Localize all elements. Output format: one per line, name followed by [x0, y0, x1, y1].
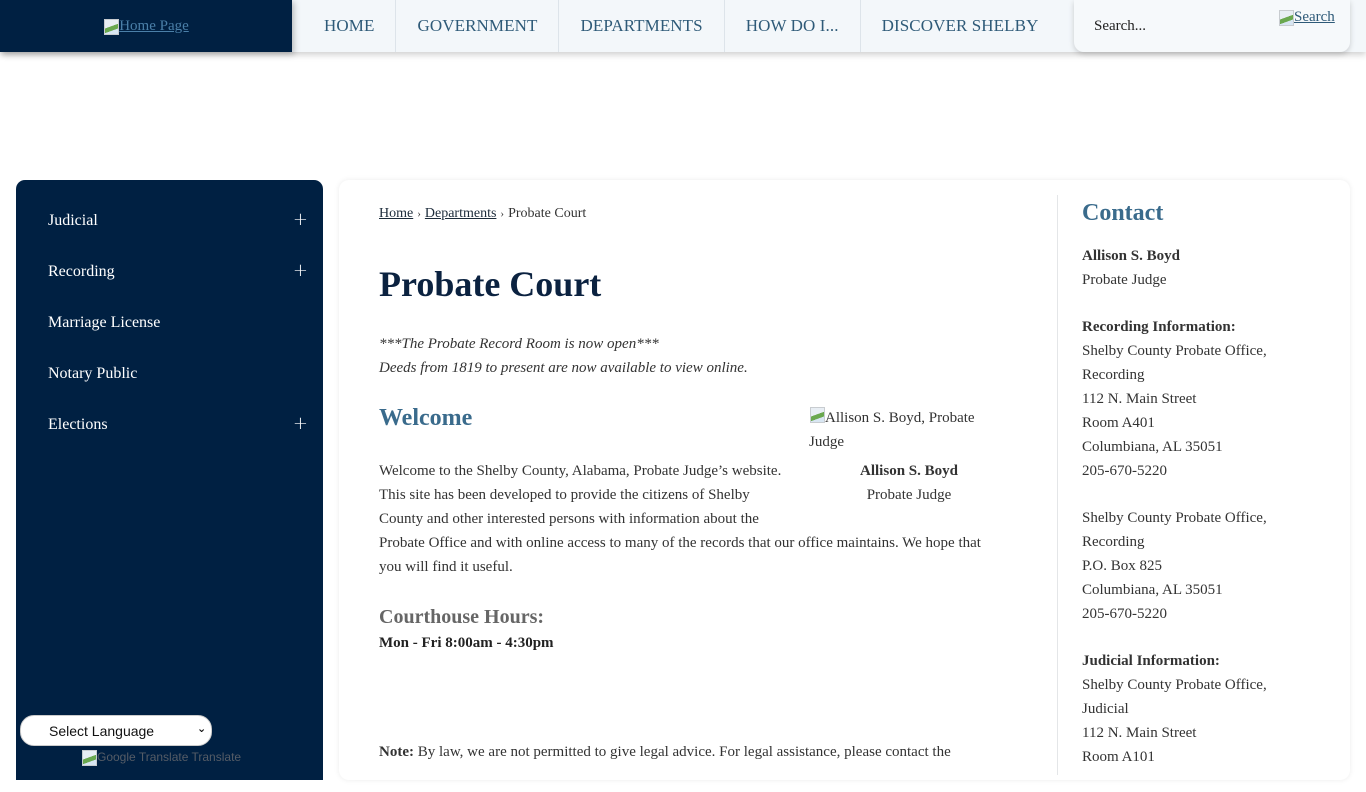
google-translate-icon [81, 749, 97, 765]
address-line: Shelby County Probate Office, [1082, 343, 1267, 359]
address-line: Shelby County Probate Office, [1082, 510, 1267, 526]
nav-government[interactable]: GOVERNMENT [396, 0, 559, 52]
judge-caption [809, 459, 1009, 507]
address-line: Recording [1082, 367, 1145, 383]
google-translate-label: Google Translate Translate [97, 750, 242, 764]
address-line: Columbiana, AL 35051 [1082, 439, 1223, 455]
breadcrumb-separator: › [500, 208, 505, 220]
note-label: Note: [379, 744, 414, 760]
address-line: Room A101 [1082, 749, 1155, 765]
sidebar-item-notary-public[interactable] [16, 349, 323, 399]
legal-note [379, 744, 951, 761]
breadcrumb-separator: › [417, 208, 421, 220]
language-select[interactable] [20, 715, 212, 746]
expand-plus-icon[interactable]: + [292, 260, 308, 281]
judge-photo-alt [809, 406, 994, 454]
contact-title: Probate Judge [1082, 272, 1167, 288]
nav-discover-shelby[interactable]: DISCOVER SHELBY [881, 16, 1039, 35]
expand-plus-icon[interactable]: + [292, 209, 308, 230]
sidebar-item-label: Notary Public [48, 365, 138, 382]
address-line: Shelby County Probate Office, [1082, 677, 1267, 693]
nav-home[interactable]: HOME [303, 0, 396, 52]
welcome-paragraph: Welcome to the Shelby County, Alabama, Probate Judge’s website. This site has been developed to provide the citizens of Shelby County and other interested persons with information about the Probate Office and with online access to many of the records that our office maintains. We hope that you will find it useful. [379, 463, 981, 575]
notice-line-1: ***The Probate Record Room is now open*** [379, 336, 659, 352]
address-line: Columbiana, AL 35051 [1082, 582, 1223, 598]
judicial-info [1082, 649, 1332, 769]
breadcrumb-current: Probate Court [508, 206, 587, 221]
site-header [0, 0, 1366, 52]
address-line: P.O. Box 825 [1082, 558, 1163, 574]
address-line: 112 N. Main Street [1082, 391, 1197, 407]
main-nav [303, 0, 1078, 52]
nav-departments[interactable]: DEPARTMENTS [559, 0, 724, 52]
contact-judge [1082, 244, 1332, 292]
courthouse-hours-heading: Courthouse Hours: [379, 606, 545, 628]
record-room-notice [379, 332, 748, 380]
google-translate-badge[interactable] [81, 749, 241, 765]
contact-heading: Contact [1082, 200, 1164, 226]
contact-info [1082, 244, 1332, 792]
sidebar-item-elections[interactable] [16, 400, 323, 450]
sidebar-item-label: Marriage License [48, 314, 161, 331]
welcome-heading: Welcome [379, 405, 473, 431]
expand-plus-icon[interactable]: + [292, 413, 308, 434]
judge-name: Allison S. Boyd [860, 463, 958, 479]
contact-divider [1057, 195, 1058, 775]
judge-title: Probate Judge [866, 487, 952, 503]
notice-line-2: Deeds from 1819 to present are now available to view online. [379, 360, 748, 376]
chevron-down-icon: ⌄ [197, 722, 207, 735]
phone-number: 205-670-5220 [1082, 606, 1167, 622]
sidebar-item-judicial[interactable] [16, 196, 323, 246]
breadcrumb-home[interactable]: Home [379, 206, 414, 221]
sidebar-item-label: Recording [48, 263, 115, 280]
contact-name: Allison S. Boyd [1082, 248, 1180, 264]
recording-info-2 [1082, 506, 1332, 626]
page-title: Probate Court [379, 264, 602, 304]
recording-heading: Recording Information: [1082, 319, 1236, 335]
phone-number: 205-670-5220 [1082, 463, 1167, 479]
address-line: 112 N. Main Street [1082, 725, 1197, 741]
broken-image-icon [809, 406, 825, 422]
logo-alt-text: Home Page [119, 17, 189, 34]
courthouse-hours-value: Mon - Fri 8:00am - 4:30pm [379, 635, 554, 651]
search-input[interactable] [1094, 14, 1264, 38]
judge-photo-alt-text: Allison S. Boyd, Probate Judge [809, 410, 975, 450]
search-button[interactable] [1278, 9, 1335, 26]
nav-how-do-i[interactable]: HOW DO I... [725, 0, 861, 52]
search-icon [1278, 9, 1294, 25]
sidebar-nav [16, 180, 323, 780]
address-line: Room A401 [1082, 415, 1155, 431]
address-line: Recording [1082, 534, 1145, 550]
sidebar-item-label: Elections [48, 416, 108, 433]
sidebar-item-marriage-license[interactable] [16, 298, 323, 348]
sidebar-item-recording[interactable] [16, 247, 323, 297]
search-box [1074, 0, 1350, 52]
broken-image-icon [103, 18, 119, 34]
home-page-logo-link[interactable] [103, 18, 189, 35]
note-body: By law, we are not permitted to give legal advice. For legal assistance, please contact the [413, 744, 951, 760]
recording-info-1 [1082, 315, 1332, 483]
sidebar-item-label: Judicial [48, 212, 98, 229]
breadcrumb [379, 206, 586, 222]
judge-photo [809, 406, 999, 511]
judicial-heading: Judicial Information: [1082, 653, 1220, 669]
welcome-section [379, 410, 999, 579]
address-line: Judicial [1082, 701, 1129, 717]
search-button-label: Search [1294, 9, 1335, 25]
breadcrumb-departments[interactable]: Departments [424, 206, 497, 221]
logo-area [0, 0, 292, 52]
